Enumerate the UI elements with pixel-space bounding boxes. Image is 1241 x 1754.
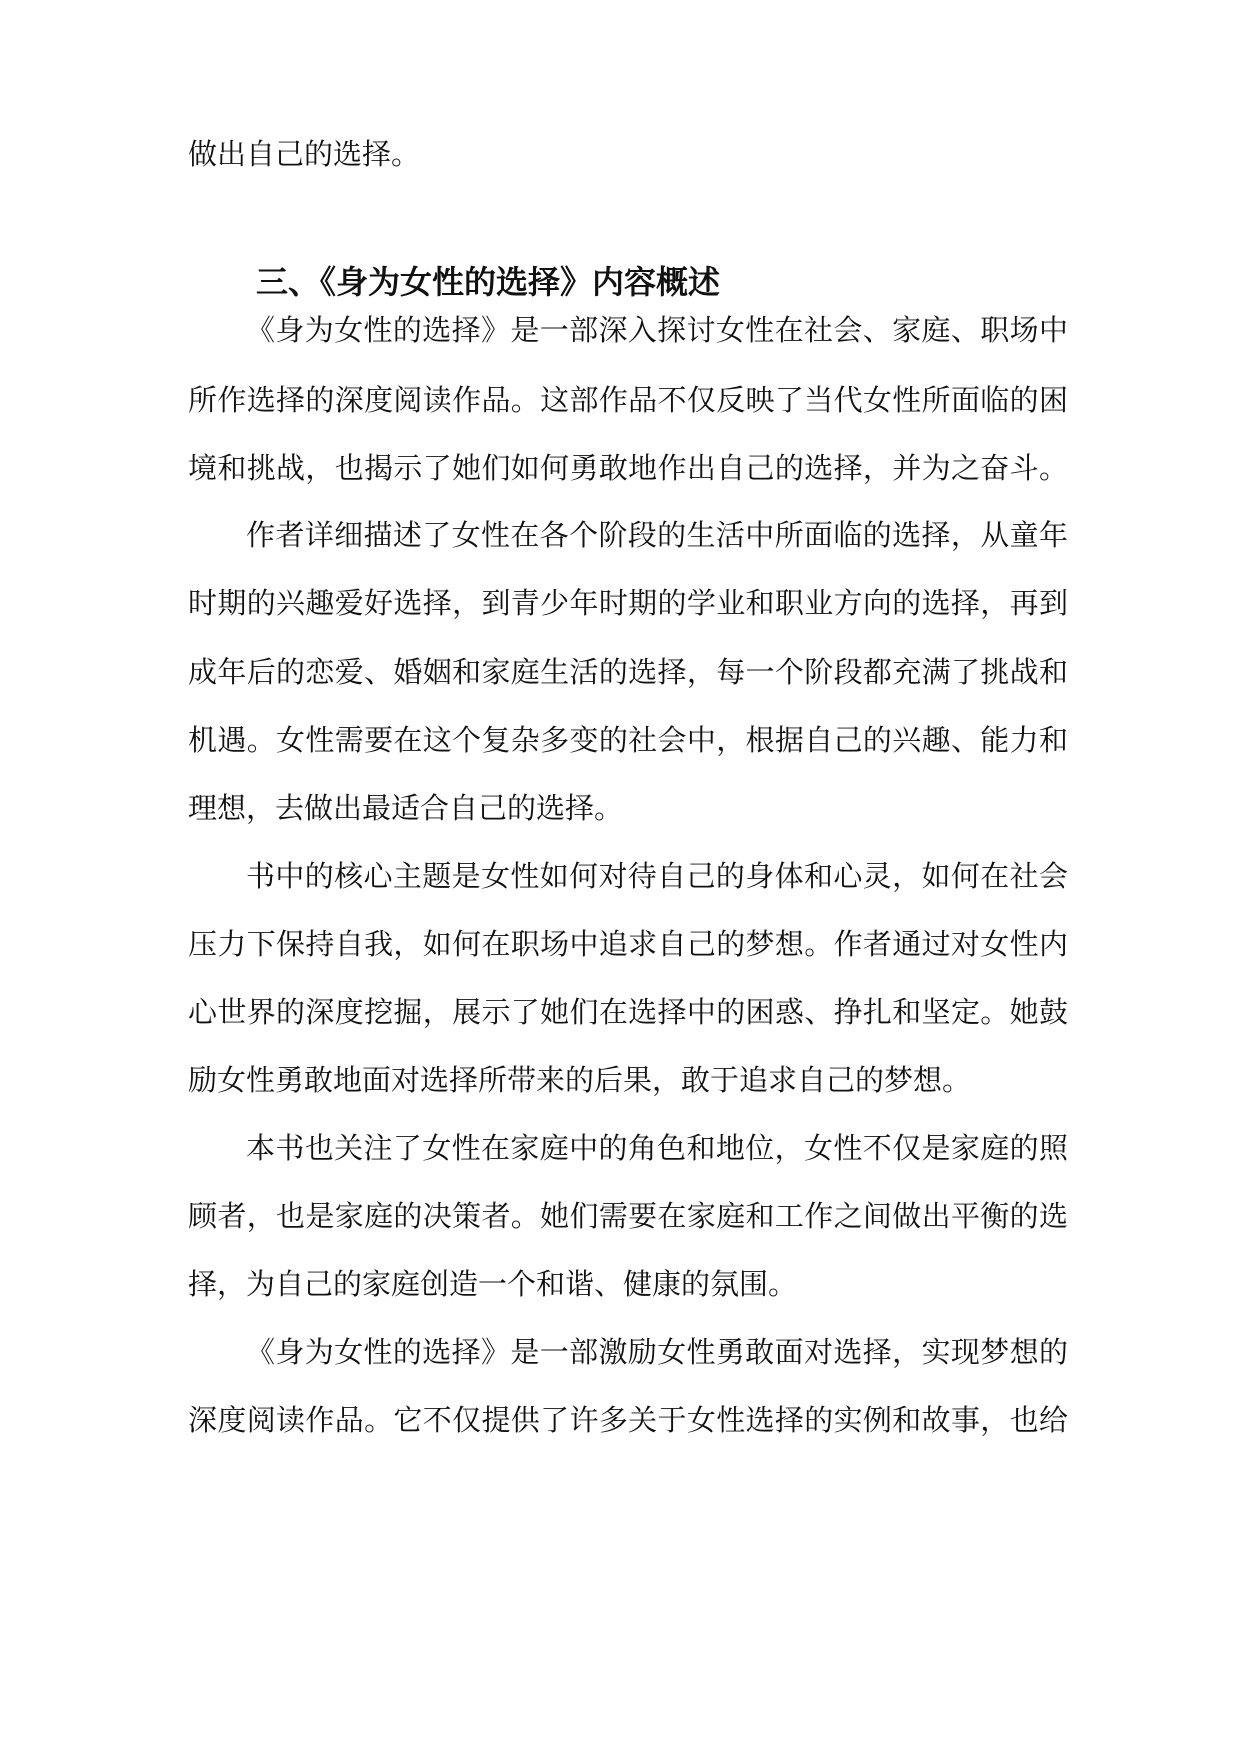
paragraph-line: 《身为女性的选择》是一部深入探讨女性在社会、家庭、职场中 bbox=[246, 313, 1068, 347]
paragraph-line: 深度阅读作品。它不仅提供了许多关于女性选择的实例和故事，也给 bbox=[188, 1403, 1068, 1437]
paragraph-line: 本书也关注了女性在家庭中的角色和地位，女性不仅是家庭的照 bbox=[246, 1131, 1068, 1165]
lead-line: 做出自己的选择。 bbox=[188, 137, 421, 171]
paragraph-line: 作者详细描述了女性在各个阶段的生活中所面临的选择，从童年 bbox=[246, 518, 1068, 552]
paragraph-line: 择，为自己的家庭创造一个和谐、健康的氛围。 bbox=[188, 1267, 798, 1301]
paragraph-line: 时期的兴趣爱好选择，到青少年时期的学业和职业方向的选择，再到 bbox=[188, 586, 1068, 620]
paragraph-line: 《身为女性的选择》是一部激励女性勇敢面对选择，实现梦想的 bbox=[246, 1335, 1068, 1369]
paragraph-line: 境和挑战，也揭示了她们如何勇敢地作出自己的选择，并为之奋斗。 bbox=[188, 451, 1068, 485]
paragraph-line: 励女性勇敢地面对选择所带来的后果，敢于追求自己的梦想。 bbox=[188, 1063, 972, 1097]
paragraph-line: 顾者，也是家庭的决策者。她们需要在家庭和工作之间做出平衡的选 bbox=[188, 1199, 1068, 1233]
paragraph-line: 书中的核心主题是女性如何对待自己的身体和心灵，如何在社会 bbox=[246, 859, 1068, 893]
paragraph-line: 理想，去做出最适合自己的选择。 bbox=[188, 791, 624, 825]
paragraph-line: 压力下保持自我，如何在职场中追求自己的梦想。作者通过对女性内 bbox=[188, 927, 1068, 961]
paragraph-line: 所作选择的深度阅读作品。这部作品不仅反映了当代女性所面临的困 bbox=[188, 383, 1068, 417]
paragraph-line: 心世界的深度挖掘，展示了她们在选择中的困惑、挣扎和坚定。她鼓 bbox=[188, 995, 1068, 1029]
paragraph-line: 成年后的恋爱、婚姻和家庭生活的选择，每一个阶段都充满了挑战和 bbox=[188, 655, 1068, 689]
section-heading: 三、《身为女性的选择》内容概述 bbox=[256, 263, 721, 301]
paragraph-line: 机遇。女性需要在这个复杂多变的社会中，根据自己的兴趣、能力和 bbox=[188, 723, 1068, 757]
